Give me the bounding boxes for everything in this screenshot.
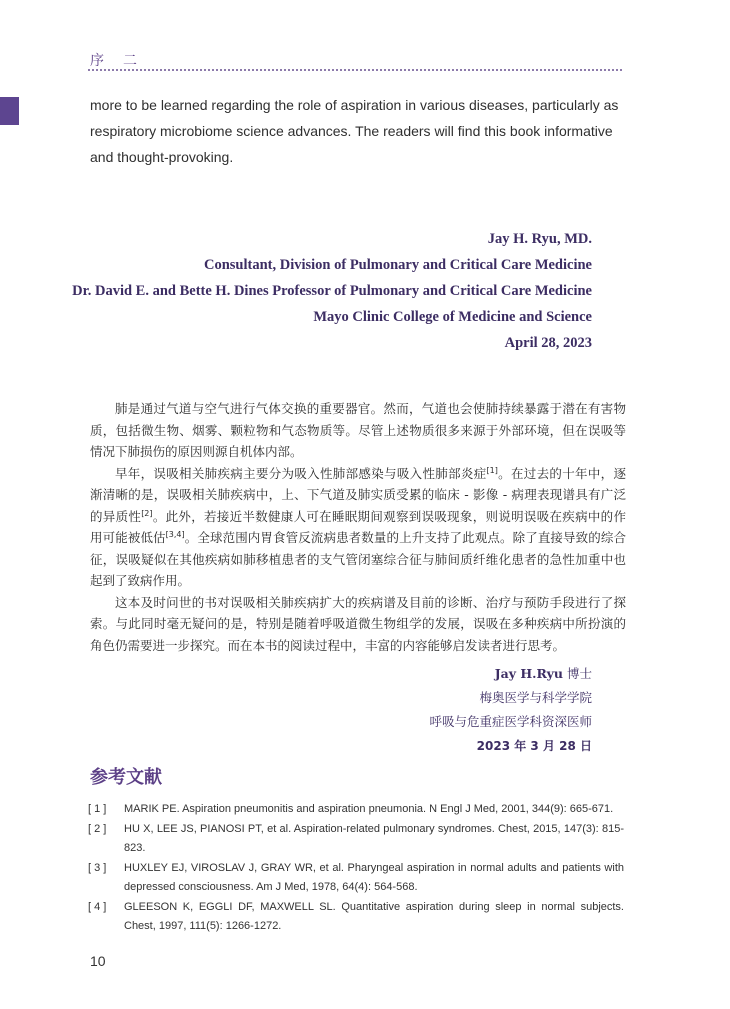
header-label-number: 二 bbox=[123, 53, 138, 69]
reference-item bbox=[88, 898, 624, 937]
page-number: 10 bbox=[90, 953, 106, 969]
signature-cn-position: 呼吸与危重症医学科资深医师 bbox=[429, 714, 592, 729]
signature-professorship: Dr. David E. and Bette H. Dines Professor of Pulmonary and Critical Care Medicine bbox=[72, 283, 592, 299]
citation-ref-3-4: [3,4] bbox=[165, 529, 185, 539]
english-signature bbox=[60, 226, 592, 356]
signature-cn-title: 博士 bbox=[566, 666, 592, 681]
signature-cn-date: 2023 年 3 月 28 日 bbox=[476, 739, 592, 753]
reference-item bbox=[88, 859, 624, 898]
running-header bbox=[90, 48, 620, 68]
signature-position: Consultant, Division of Pulmonary and Critical Care Medicine bbox=[203, 257, 592, 273]
reference-text: HUXLEY EJ, VIROSLAV J, GRAY WR, et al. Pharyngeal aspiration in normal adults and patients with depressed consciousness. Am J Med, 1978, 64(4): 564-568. bbox=[124, 861, 624, 893]
citation-ref-1: [1] bbox=[486, 465, 498, 475]
reference-item bbox=[88, 820, 624, 859]
chinese-signature bbox=[200, 662, 592, 758]
reference-text: HU X, LEE JS, PIANOSI PT, et al. Aspiration-related pulmonary syndromes. Chest, 2015, 147(3): 815-823. bbox=[124, 822, 624, 854]
reference-number: [ 1 ] bbox=[88, 803, 107, 815]
signature-cn-name-line bbox=[200, 662, 592, 686]
reference-text: MARIK PE. Aspiration pneumonitis and aspiration pneumonia. N Engl J Med, 2001, 344(9): 665-671. bbox=[124, 803, 614, 815]
references-heading: 参考文献 bbox=[90, 767, 162, 788]
signature-cn-institution: 梅奥医学与科学学院 bbox=[479, 690, 592, 705]
reference-list bbox=[88, 800, 624, 937]
signature-institution: Mayo Clinic College of Medicine and Science bbox=[313, 309, 592, 325]
signature-cn-name: Jay H.Ryu bbox=[494, 666, 563, 681]
reference-number: [ 3 ] bbox=[88, 861, 107, 874]
reference-text: GLEESON K, EGGLI DF, MAXWELL SL. Quantitative aspiration during sleep in normal subjects. Chest, 1997, 111(5): 1266-1272. bbox=[124, 900, 624, 932]
chinese-paragraph-3: 这本及时问世的书对误吸相关肺疾病扩大的疾病谱及目前的诊断、治疗与预防手段进行了探索。与此同时毫无疑问的是，特别是随着呼吸道微生物组学的发展，误吸在多种疾病中所扮演的角色仍需要进一步探究。而在本书的阅读过程中，丰富的内容能够启发读者进行思考。 bbox=[90, 594, 626, 653]
chinese-body bbox=[90, 398, 626, 656]
signature-date: April 28, 2023 bbox=[504, 335, 592, 351]
reference-item bbox=[88, 800, 624, 820]
reference-number: [ 4 ] bbox=[88, 900, 107, 913]
header-label-preface: 序 bbox=[90, 53, 105, 69]
chinese-paragraph-1: 肺是通过气道与空气进行气体交换的重要器官。然而，气道也会使肺持续暴露于潜在有害物质，包括微生物、烟雾、颗粒物和气态物质等。尽管上述物质很多来源于外部环境，但在误吸等情况下肺损伤的原因则源自机体内部。 bbox=[90, 401, 626, 459]
citation-ref-2: [2] bbox=[141, 508, 153, 518]
reference-number: [ 2 ] bbox=[88, 822, 107, 835]
signature-name: Jay H. Ryu, MD. bbox=[487, 231, 592, 247]
header-dotted-divider bbox=[88, 69, 622, 71]
chapter-side-tab bbox=[0, 97, 19, 125]
english-paragraph: more to be learned regarding the role of aspiration in various diseases, particularly as respiratory microbiome science advances. The readers will find this book informative and thought-provoking. bbox=[90, 97, 619, 165]
chinese-paragraph-2: 早年，误吸相关肺疾病主要分为吸入性肺部感染与吸入性肺部炎症[1]。在过去的十年中，逐渐清晰的是，误吸相关肺疾病中，上、下气道及肺实质受累的临床 - 影像 - 病理表现谱具有广泛的异质性[2]。此外，若接近半数健康人可在睡眠期间观察到误吸现象，则说明误吸在疾病中的作用可能被低估[3,4]。全球范围内胃食管反流病患者数量的上升支持了此观点。除了直接导致的综合征，误吸疑似在其他疾病如肺移植患者的支气管闭塞综合征与肺间质纤维化患者的急性加重中也起到了致病作用。 bbox=[90, 465, 626, 588]
